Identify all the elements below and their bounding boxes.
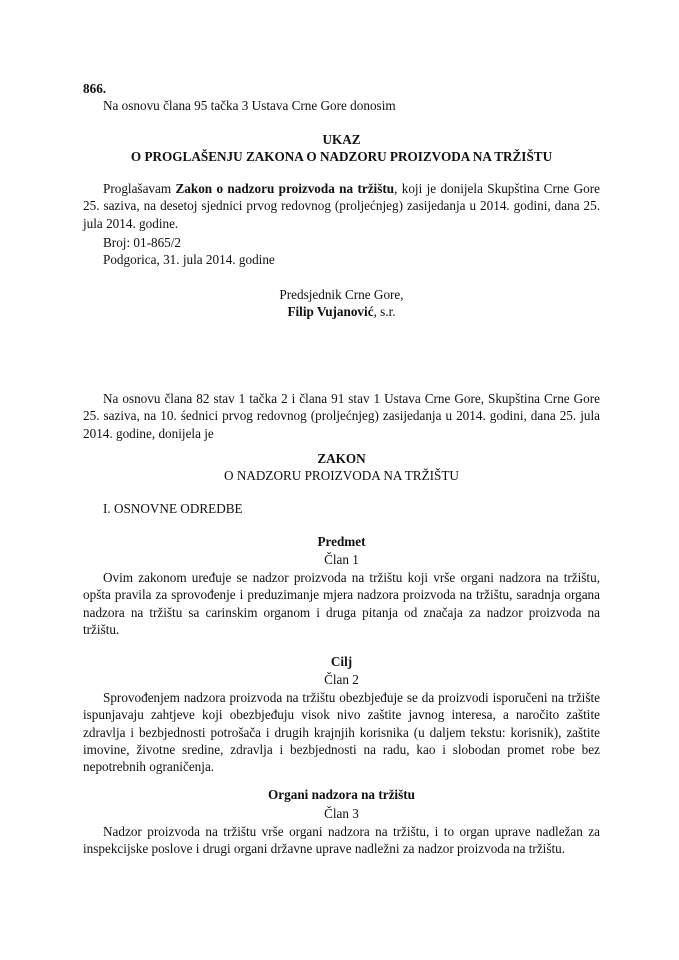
proclamation-law-name: Zakon o nadzoru proizvoda na tržištu: [175, 181, 395, 196]
proclamation-rest: , koji je donijela Skupština Crne Gore 25. saziva, na desetoj sjednici prvog redovnog (proljećnjeg) zasijedanja u 2014. godini, dana 25. jula 2014. godine.: [83, 181, 600, 231]
article-text: Ovim zakonom uređuje se nadzor proizvoda na tržištu koji vrše organi nadzora na tržištu, opšta pravila za sprovođenje i preduzimanje mjera nadzora proizvoda na tržištu, saradnja organa nadzora na tržištu sa carinskim organom i druga pitanja od značaja za nadzor proizvoda na tržištu.: [83, 570, 600, 637]
ukaz-intro: Na osnovu člana 95 tačka 3 Ustava Crne Gore donosim: [103, 98, 396, 113]
article-text: Nadzor proizvoda na tržištu vrše organi nadzora na tržištu, i to organ uprave nadležan za inspekcijske poslove i drugi organi državne uprave nadležni za nadzor proizvoda na tržištu.: [83, 824, 600, 857]
proclamation-paragraph: [83, 180, 600, 232]
president-title: Predsjednik Crne Gore,: [279, 287, 404, 302]
president-name: Filip Vujanović: [287, 304, 374, 319]
president-signature: [83, 303, 600, 320]
zakon-subtitle: O NADZORU PROIZVODA NA TRŽIŠTU: [224, 468, 459, 483]
proclamation-lead: Proglašavam: [103, 181, 176, 196]
law-basis-paragraph: Na osnovu člana 82 stav 1 tačka 2 i člana 91 stav 1 Ustava Crne Gore, Skupština Crne Gore 25. saziva, na 10. śednici prvog redovnog (proljećnjeg) zasijedanja u 2014. godini, dana 25. jula 2014. godine, donijela je: [83, 391, 600, 441]
president-sr: , s.r.: [373, 304, 396, 319]
zakon-title: ZAKON: [317, 451, 366, 466]
chapter-heading: I. OSNOVNE ODREDBE: [103, 501, 243, 516]
document-number: 866.: [83, 81, 107, 96]
article-label: Član 1: [324, 552, 359, 567]
ukaz-title: UKAZ: [322, 132, 361, 147]
article-label: Član 2: [324, 672, 359, 687]
ukaz-subtitle: O PROGLAŠENJU ZAKONA O NADZORU PROIZVODA NA TRŽIŠTU: [130, 149, 553, 164]
article-heading: Predmet: [317, 534, 366, 549]
article-label: Član 3: [324, 806, 359, 821]
broj-line: Broj: 01-865/2: [103, 235, 182, 250]
article-text: Sprovođenjem nadzora proizvoda na tržištu obezbjeđuje se da proizvodi isporučeni na tržište ispunjavaju zahtjeve koji obezbjeđuju visok nivo zaštite javnog interesa, a naročito zaštite zdravlja i bezbjednosti potrošača i drugih krajnjih korisnika (u daljem tekstu: korisnik), zaštite imovine, životne sredine, zdravlja i bezbjednosti na radu, kao i slobodan promet robe bez nepotrebnih ograničenja.: [83, 690, 600, 775]
article-heading: Cilj: [330, 654, 353, 669]
place-date-line: Podgorica, 31. jula 2014. godine: [103, 252, 275, 267]
article-heading: Organi nadzora na tržištu: [268, 787, 415, 802]
